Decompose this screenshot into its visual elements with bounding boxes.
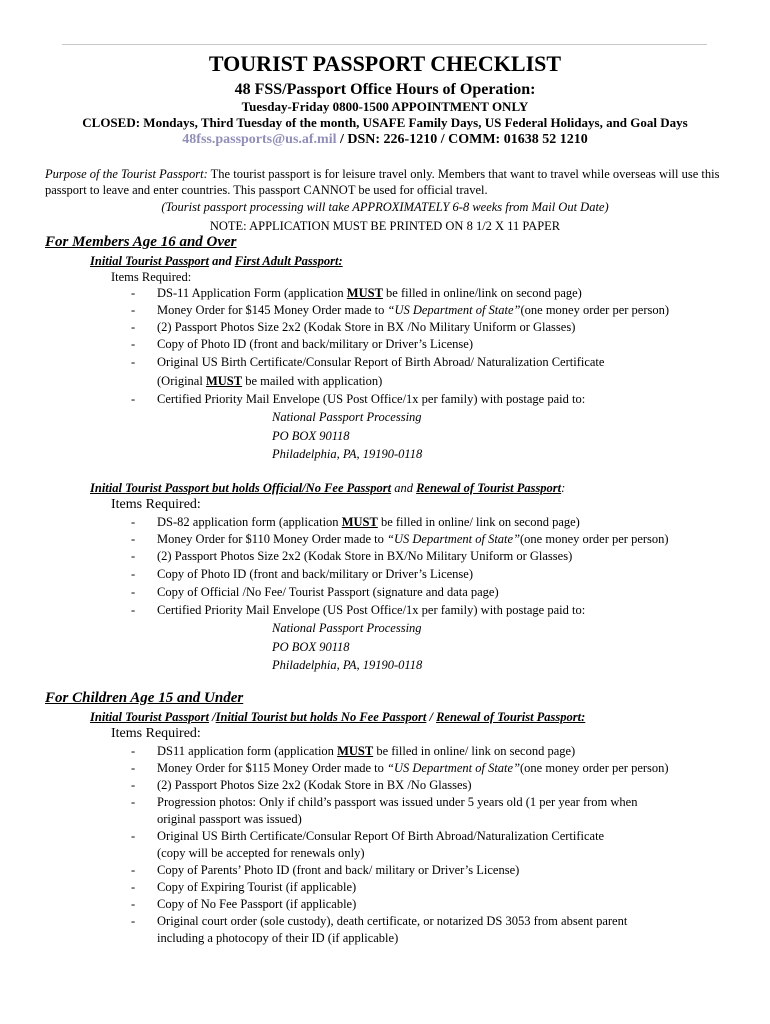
bullet: - xyxy=(131,355,136,369)
list-item: - DS11 application form (application MUST be filled in online/ link on second page) xyxy=(131,744,576,758)
bullet: - xyxy=(131,392,136,406)
processing-time: (Tourist passport processing will take APPROXIMATELY 6-8 weeks from Mail Out Date) xyxy=(161,200,609,214)
address-line: National Passport Processing xyxy=(272,621,422,635)
children-section-heading: For Children Age 15 and Under xyxy=(45,690,244,706)
bullet: - xyxy=(131,585,136,599)
list-item: - Progression photos: Only if child’s passport was issued under 5 years old (1 per year from when xyxy=(131,795,638,809)
list-item: - (2) Passport Photos Size 2x2 (Kodak Store in BX /No Glasses) xyxy=(131,778,472,792)
list-item: - Copy of Official /No Fee/ Tourist Passport (signature and data page) xyxy=(0,583,669,602)
list-item: - Money Order for $145 Money Order made to “US Department of State”(one money order per person) xyxy=(131,303,670,317)
bullet: - xyxy=(131,320,136,334)
bullet: - xyxy=(131,515,136,529)
purpose-label: Purpose of the Tourist Passport: xyxy=(45,167,208,181)
adults-group1-list xyxy=(0,285,669,408)
office-days: Tuesday-Friday 0800-1500 APPOINTMENT ONLY xyxy=(241,99,529,114)
bullet: - xyxy=(131,337,136,351)
list-item-continuation: (Original MUST be mailed with application) xyxy=(157,374,383,388)
office-hours-heading: 48 FSS/Passport Office Hours of Operation: xyxy=(234,81,536,98)
heading-official-no-fee: Initial Tourist Passport but holds Official/No Fee Passport xyxy=(90,481,392,495)
list-item: - Copy of Parents’ Photo ID (front and back/ military or Driver’s License) xyxy=(131,863,520,877)
email-link[interactable]: 48fss.passports@us.af.mil xyxy=(182,132,337,147)
bullet: - xyxy=(131,829,136,843)
list-item: - (2) Passport Photos Size 2x2 (Kodak Store in BX /No Military Uniform or Glasses) xyxy=(131,320,576,334)
list-item-continuation: (copy will be accepted for renewals only) xyxy=(157,846,365,860)
page-title: TOURIST PASSPORT CHECKLIST xyxy=(208,51,562,76)
bullet: - xyxy=(131,914,136,928)
adults-group2-list xyxy=(0,514,669,619)
adults-group1-items-label: Items Required: xyxy=(111,270,192,284)
adults-section-heading: For Members Age 16 and Over xyxy=(45,234,237,250)
bullet: - xyxy=(131,567,136,581)
children-items-label: Items Required: xyxy=(111,726,201,741)
address-line: National Passport Processing xyxy=(272,410,422,424)
bullet: - xyxy=(131,532,136,546)
bullet: - xyxy=(131,863,136,877)
list-item: - Copy of Expiring Tourist (if applicable) xyxy=(131,880,357,894)
list-item: - Copy of Photo ID (front and back/military or Driver’s License) xyxy=(131,567,474,581)
address-line: Philadelphia, PA, 19190-0118 xyxy=(272,658,423,672)
heading-renewal: Renewal of Tourist Passport xyxy=(416,481,562,495)
bullet: - xyxy=(131,744,136,758)
bullet: - xyxy=(131,897,136,911)
top-divider xyxy=(62,44,707,45)
bullet: - xyxy=(131,549,136,563)
heading-renewal: Renewal of Tourist Passport: xyxy=(436,710,586,724)
bullet: - xyxy=(131,603,136,617)
list-item: - Original US Birth Certificate/Consular Report Of Birth Abroad/Naturalization Certificate xyxy=(131,829,605,843)
list-item: - Original US Birth Certificate/Consular Report of Birth Abroad/ Naturalization Certificate xyxy=(0,353,669,372)
heading-and: and xyxy=(209,254,235,268)
adults-group1-heading xyxy=(90,253,343,269)
adults-group2-heading: Initial Tourist Passport but holds Official/No Fee Passport and Renewal of Tourist Passport: xyxy=(90,481,566,495)
list-item-continuation: original passport was issued) xyxy=(157,812,302,826)
list-item: - DS-82 application form (application MUST be filled in online/ link on second page) xyxy=(131,515,580,529)
bullet: - xyxy=(131,795,136,809)
bullet: - xyxy=(131,761,136,775)
heading-initial-tourist: Initial Tourist Passport xyxy=(90,254,210,268)
list-item: - Certified Priority Mail Envelope (US Post Office/1x per family) with postage paid to: xyxy=(131,392,586,406)
heading-first-adult: First Adult Passport: xyxy=(234,254,343,268)
print-note: NOTE: APPLICATION MUST BE PRINTED ON 8 1/2 X 11 PAPER xyxy=(209,219,561,233)
heading-and: and xyxy=(391,481,417,495)
heading-initial-tourist: Initial Tourist Passport xyxy=(90,710,210,724)
list-item: - Copy of Photo ID (front and back/military or Driver’s License) xyxy=(131,337,474,351)
mailing-address-2 xyxy=(272,619,422,675)
address-line: PO BOX 90118 xyxy=(272,428,350,443)
children-list xyxy=(0,743,669,947)
heading-no-fee: Initial Tourist but holds No Fee Passport xyxy=(215,710,427,724)
mailing-address-1 xyxy=(272,408,422,464)
closed-days: CLOSED: Mondays, Third Tuesday of the month, USAFE Family Days, US Federal Holidays, and Goal Days xyxy=(82,115,688,130)
bullet: - xyxy=(131,303,136,317)
purpose-paragraph xyxy=(45,166,735,198)
contact-line xyxy=(0,131,770,149)
address-line: PO BOX 90118 xyxy=(272,639,350,654)
list-item: - (2) Passport Photos Size 2x2 (Kodak Store in BX/No Military Uniform or Glasses) xyxy=(131,549,573,563)
address-line: Philadelphia, PA, 19190-0118 xyxy=(272,447,423,461)
purpose-text: The tourist passport is for leisure travel only. Members that want to travel while overseas will use this passport to leave and enter countries. This passport CANNOT be used for official travel. xyxy=(45,167,720,197)
bullet: - xyxy=(131,880,136,894)
list-item: - DS-11 Application Form (application MUST be filled in online/link on second page) xyxy=(131,286,582,300)
list-item: - Money Order for $110 Money Order made to “US Department of State”(one money order per person) xyxy=(131,532,669,546)
phone-numbers: / DSN: 226-1210 / COMM: 01638 52 1210 xyxy=(336,132,588,147)
list-item: - Money Order for $115 Money Order made to “US Department of State”(one money order per person) xyxy=(131,761,669,775)
list-item: - Original court order (sole custody), death certificate, or notarized DS 3053 from absent parent xyxy=(131,914,628,928)
list-item: - Copy of No Fee Passport (if applicable) xyxy=(131,897,357,911)
bullet: - xyxy=(131,286,136,300)
list-item: - Certified Priority Mail Envelope (US Post Office/1x per family) with postage paid to: xyxy=(131,603,586,617)
list-item-continuation: including a photocopy of their ID (if applicable) xyxy=(157,931,399,945)
adults-group2-items-label: Items Required: xyxy=(111,497,201,512)
children-group-heading: Initial Tourist Passport /Initial Tourist but holds No Fee Passport / Renewal of Tourist Passport: xyxy=(90,710,586,724)
bullet: - xyxy=(131,778,136,792)
